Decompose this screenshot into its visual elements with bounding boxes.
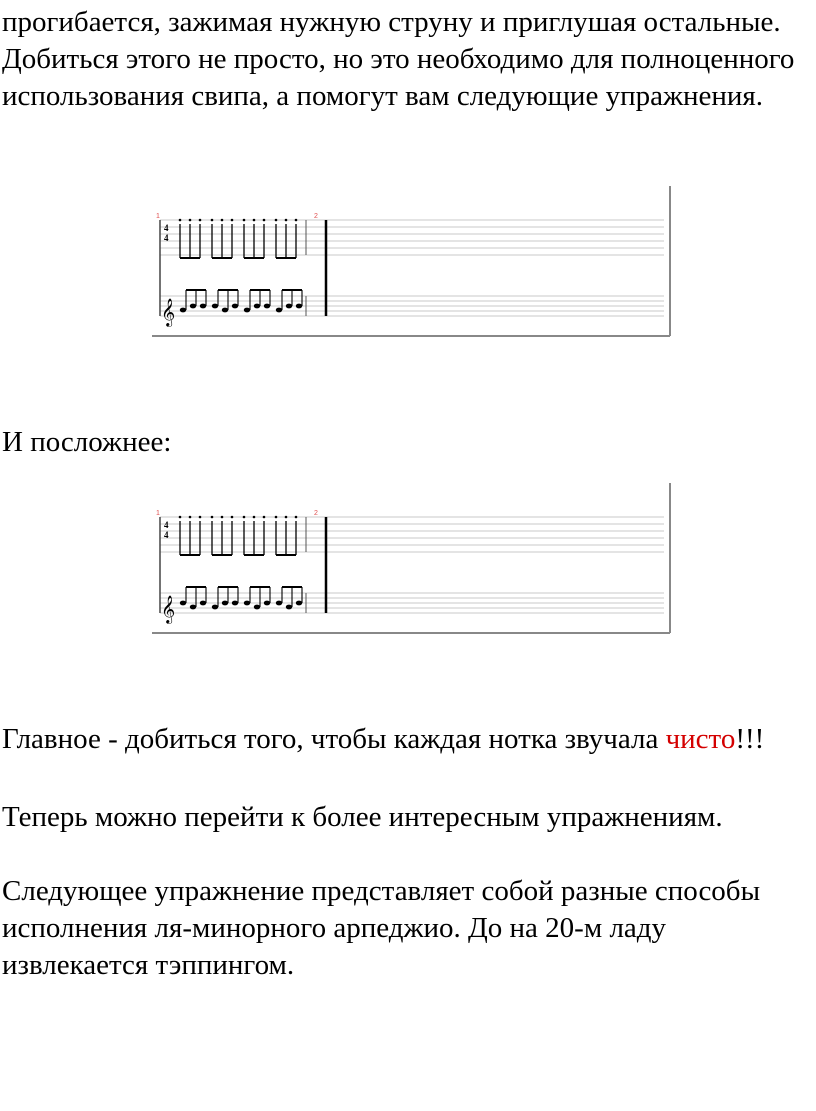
fret-dot <box>275 516 278 519</box>
fret-dot <box>295 219 298 222</box>
note-head <box>212 304 218 309</box>
note-head <box>232 601 238 606</box>
time-signature: 4 <box>164 223 169 233</box>
note-head <box>200 304 206 309</box>
fret-dot <box>275 219 278 222</box>
note-head <box>276 308 282 313</box>
tab-notation-image-1 <box>148 184 674 340</box>
fret-dot <box>243 516 246 519</box>
note-head <box>200 601 206 606</box>
fret-dot <box>253 516 256 519</box>
fret-dot <box>285 219 288 222</box>
clean-highlight: чисто <box>665 723 736 755</box>
fret-dot <box>199 516 202 519</box>
note-head <box>254 304 260 309</box>
fret-dot <box>263 219 266 222</box>
time-signature: 4 <box>164 520 169 530</box>
next-paragraph: Теперь можно перейти к более интересным упражнениям. <box>2 801 723 833</box>
main-text: Главное - добиться того, чтобы каждая нотка звучала <box>2 723 666 755</box>
note-head <box>180 308 186 313</box>
note-head <box>222 601 228 606</box>
time-signature: 4 <box>164 530 169 540</box>
main-paragraph <box>2 721 814 758</box>
note-head <box>286 304 292 309</box>
fret-dot <box>179 219 182 222</box>
measure-number: 1 <box>156 213 160 220</box>
note-head <box>232 304 238 309</box>
fret-dot <box>211 516 214 519</box>
tab-notation-image-2 <box>148 481 674 637</box>
fret-dot <box>295 516 298 519</box>
fret-dot <box>221 516 224 519</box>
note-head <box>222 308 228 313</box>
fret-dot <box>231 516 234 519</box>
note-head <box>190 304 196 309</box>
note-head <box>190 605 196 610</box>
fret-dot <box>253 219 256 222</box>
treble-clef-icon: 𝄞 <box>161 298 176 326</box>
note-head <box>296 304 302 309</box>
treble-clef-icon: 𝄞 <box>161 595 176 623</box>
score-exercise-2 <box>148 481 674 637</box>
fret-dot <box>231 219 234 222</box>
fret-dot <box>189 516 192 519</box>
image-background <box>148 184 674 340</box>
note-head <box>244 601 250 606</box>
note-head <box>264 304 270 309</box>
exclamation: !!! <box>735 723 765 755</box>
note-head <box>276 601 282 606</box>
fret-dot <box>189 219 192 222</box>
note-head <box>180 601 186 606</box>
fret-dot <box>199 219 202 222</box>
fret-dot <box>221 219 224 222</box>
arpeggio-paragraph: Следующее упражнение представляет собой разные способы исполнения ля-минорного арпеджио. До на 20-м ладу извлекается тэппингом. <box>2 875 761 981</box>
fret-dot <box>285 516 288 519</box>
measure-number: 2 <box>314 510 318 517</box>
time-signature: 4 <box>164 233 169 243</box>
fret-dot <box>243 219 246 222</box>
note-head <box>296 601 302 606</box>
note-head <box>212 605 218 610</box>
note-head <box>244 308 250 313</box>
harder-heading: И посложнее: <box>2 426 172 458</box>
note-head <box>254 605 260 610</box>
note-head <box>286 605 292 610</box>
fret-dot <box>211 219 214 222</box>
measure-number: 1 <box>156 510 160 517</box>
measure-number: 2 <box>314 213 318 220</box>
image-background <box>148 481 674 637</box>
note-head <box>264 601 270 606</box>
fret-dot <box>179 516 182 519</box>
intro-paragraph: прогибается, зажимая нужную струну и приглушая остальные. Добиться этого не просто, но это необходимо для полноценного использования свипа, а помогут вам следующие упражнения. <box>2 6 795 112</box>
fret-dot <box>263 516 266 519</box>
score-exercise-1 <box>148 184 674 340</box>
